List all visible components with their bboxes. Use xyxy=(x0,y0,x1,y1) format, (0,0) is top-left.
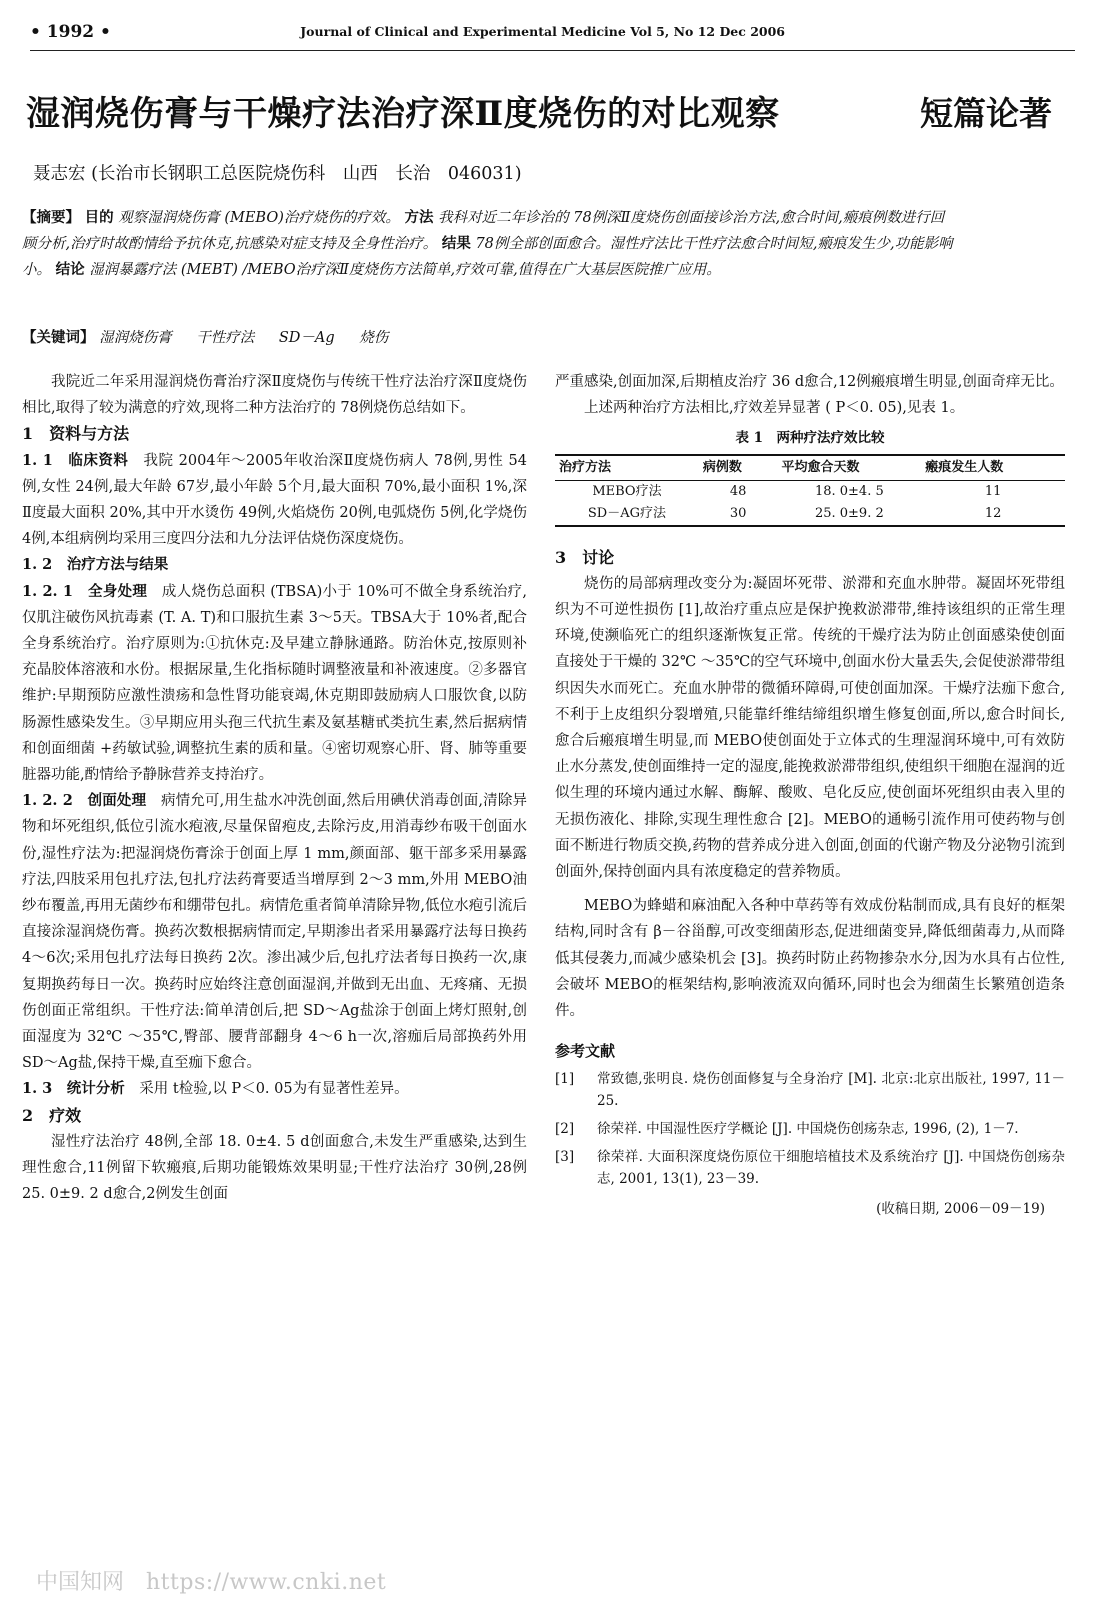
keywords-label: 【关键词】 xyxy=(22,329,95,346)
table-cell: 18. 0±4. 5 xyxy=(814,483,884,499)
section-1-3-text: 采用 t检验,以 P＜0. 05为有显著性差异。 xyxy=(139,1081,409,1098)
section-1-2-heading: 1. 2 治疗方法与结果 xyxy=(22,556,169,574)
table-cell: MEBO疗法 xyxy=(592,483,662,499)
table-cell: SD－AG疗法 xyxy=(555,503,699,526)
table-header-cell: 病例数 xyxy=(699,455,778,481)
section-1-1-heading: 1. 1 临床资料 xyxy=(22,451,129,469)
references-heading: 参考文献 xyxy=(555,1042,616,1061)
section-1-1-text: 我院 2004年～2005年收治深Ⅱ度烧伤病人 78例,男性 54例,女性 24例,最大年龄 67岁,最小年龄 5个月,最大面积 70%,最小面积 1%,深Ⅱ度最大面积 20%,其中开水烫伤 49例,火焰烧伤 20例,电弧烧伤 5例,化学烧伤 4例,本组病例均采用三度四分法和九分法评估烧伤深度烧伤。 xyxy=(22,452,528,548)
journal-citation: Journal of Clinical and Experimental Medicine Vol 5, No 12 Dec 2006 xyxy=(300,24,785,39)
article-title: 湿润烧伤膏与干燥疗法治疗深Ⅱ度烧伤的对比观察 xyxy=(26,94,780,134)
reference-item xyxy=(555,1146,1065,1190)
table-cell: 11 xyxy=(984,483,1002,499)
table-1-title: 表 1 两种疗法疗效比较 xyxy=(735,430,885,447)
received-date: (收稿日期, 2006－09－19) xyxy=(876,1201,1045,1218)
method-text: 我科对近二年诊治的 78例深Ⅱ度烧伤创面接诊治方法,愈合时间,瘢痕例数进行回顾分析,治疗时故酌情给予抗休克,抗感染对症支持及全身性治疗。 xyxy=(22,210,945,252)
purpose-label: 目的 xyxy=(84,209,114,226)
table-header-cell: 瘢痕发生人数 xyxy=(921,455,1065,481)
discussion-paragraph-2: MEBO为蜂蜡和麻油配入各种中草药等有效成份粘制而成,具有良好的框架结构,同时含有 β－谷甾醇,可改变细菌形态,促进细菌变异,降低细菌毒力,从而降低其侵袭力,而减少感染机会 [3]。换药时防止药物掺杂水分,因为水具有占位性,会破坏 MEBO的框架结构,影响液流双向循环,同时也会为细菌生长繁殖创造条件。 xyxy=(555,898,1065,1020)
table-1 xyxy=(555,454,1065,527)
section-2-heading: 2 疗效 xyxy=(22,1105,82,1125)
section-1-2-1 xyxy=(22,579,527,789)
section-1-3 xyxy=(22,1076,527,1102)
abstract-label: 【摘要】 xyxy=(22,209,80,226)
watermark-url: https://www.cnki.net xyxy=(146,1570,387,1595)
result-text: 78例全部创面愈合。湿性疗法比干性疗法愈合时间短,瘢痕发生少,功能影响小。 xyxy=(22,236,953,278)
conclusion-text: 湿润暴露疗法 (MEBT) /MEBO治疗深Ⅱ度烧伤方法简单,疗效可靠,值得在广大基层医院推广应用。 xyxy=(89,262,721,278)
section-2-text-left: 湿性疗法治疗 48例,全部 18. 0±4. 5 d创面愈合,未发生严重感染,达到生理性愈合,11例留下软瘢痕,后期功能锻炼效果明显;干性疗法治疗 30例,28例 25. 0±9. 2 d愈合,2例发生创面 xyxy=(22,1133,527,1203)
keywords xyxy=(22,325,957,351)
purpose-text: 观察湿润烧伤膏 (MEBO)治疗烧伤的疗效。 xyxy=(118,210,400,226)
section-2-text-right: 严重感染,创面加深,后期植皮治疗 36 d愈合,12例瘢痕增生明显,创面奇痒无比。 xyxy=(555,374,1064,390)
keyword: 烧伤 xyxy=(359,330,389,346)
table-row xyxy=(555,503,1065,526)
watermark-brand: 中国知网 xyxy=(36,1570,125,1595)
section-1-2-1-text: 成人烧伤总面积 (TBSA)小于 10%可不做全身系统治疗,仅肌注破伤风抗毒素 (T. A. T)和口服抗生素 3～5天。TBSA大于 10%者,配合全身系统治疗。治疗原则为:①抗休克:及早建立静脉通路。防治休克,按原则补充晶胶体溶液和水份。根据尿量,生化指标随时调整液量和补液速度。②多器官维护:早期预防应激性溃疡和急性肾功能衰竭,休克期即鼓励病人口服饮食,以防肠源性感染发生。③早期应用头孢三代抗生素及氨基糖甙类抗生素,然后据病情和创面细菌 +药敏试验,调整抗生素的质和量。④密切观察心肝、肾、肺等重要脏器功能,酌情给予静脉营养支持治疗。 xyxy=(22,583,527,784)
column-tag: 短篇论著 xyxy=(920,94,1052,133)
section-1-2-2-text: 病情允可,用生盐水冲洗创面,然后用碘伏消毒创面,清除异物和坏死组织,低位引流水疱液,尽量保留疱皮,去除污皮,用消毒纱布吸干创面水份,湿性疗法为:把湿润烧伤膏涂于创面上厚 1 mm,颜面部、躯干部多采用暴露疗法,四肢采用包扎疗法,包扎疗法药膏要适当增厚到 2～3 mm,外用 MEBO油纱布覆盖,再用无菌纱布和绷带包扎。病情危重者简单清除异物,低位水疱引流后直接涂湿润烧伤膏。换药次数根据病情而定,早期渗出者采用暴露疗法每日换药 4～6次;采用包扎疗法每日换药 2次。渗出减少后,包扎疗法者每日换药一次,康复期换药每日一次。换药时应始终注意创面湿润,并做到无出血、无疼痛、无损伤创面正常组织。干性疗法:简单清创后,把 SD～Ag盐涂于创面上烤灯照射,创面湿度为 32℃ ～35℃,臀部、腰背部翻身 4～6 h一次,溶痂后局部换药外用 SD～Ag盐,保持干燥,直至痂下愈合。 xyxy=(22,793,527,1072)
table-cell: 12 xyxy=(921,503,1065,526)
table-header-cell: 治疗方法 xyxy=(555,455,699,481)
reference-item xyxy=(555,1068,1065,1112)
result-label: 结果 xyxy=(441,235,471,252)
reference-number: [3] xyxy=(555,1149,575,1166)
keyword: SD－Ag xyxy=(278,330,335,346)
reference-text: 徐荣祥. 大面积深度烧伤原位干细胞培植技术及系统治疗 [J]. 中国烧伤创疡杂志, 2001, 13(1), 23－39. xyxy=(597,1149,1065,1188)
section-1-heading: 1 资料与方法 xyxy=(22,424,130,444)
table-row xyxy=(555,480,1065,503)
reference-number: [2] xyxy=(555,1121,575,1138)
keyword: 干性疗法 xyxy=(196,330,255,346)
discussion-paragraph-1: 烧伤的局部病理改变分为:凝固坏死带、淤滞和充血水肿带。凝固坏死带组织为不可逆性损伤 [1],故治疗重点应是保护挽救淤滞带,维持该组织的正常生理环境,使濒临死亡的组织逐渐恢复正常。传统的干燥疗法为防止创面感染使创面直接处于干燥的 32℃ ～35℃的空气环境中,创面水份大量丢失,会促使淤滞带组织因失水而死亡。充血水肿带的微循环障碍,可使创面加深。干燥疗法痂下愈合,不利于上皮组织分裂增殖,只能靠纤维结缔组织增生修复创面,所以,愈合时间长,愈合后瘢痕增生明显,而 MEBO使创面处于立体式的生理湿润环境中,可有效防止水分蒸发,使创面维持一定的湿度,能挽救淤滞带组织,使组织干细胞在湿润的近似生理的环境内通过水解、酶解、酸败、皂化反应,使创面坏死组织由表入里的无损伤液化、排除,实现生理性愈合 [2]。MEBO的通畅引流作用可使药物与创面不断进行物质交换,药物的营养成分进入创面,创面的代谢产物及分泌物引流到创面外,保持创面内具有浓度稳定的营养物质。 xyxy=(555,575,1065,881)
abstract xyxy=(22,205,957,283)
table-header-row xyxy=(555,455,1065,481)
reference-text: 徐荣祥. 中国湿性医疗学概论 [J]. 中国烧伤创疡杂志, 1996, (2), 1－7. xyxy=(597,1121,1019,1138)
section-3-heading: 3 讨论 xyxy=(555,547,615,567)
comparison-sentence: 上述两种治疗方法相比,疗效差异显著 ( P＜0. 05),见表 1。 xyxy=(584,400,965,417)
section-1-2-1-heading: 1. 2. 1 全身处理 xyxy=(22,582,148,600)
table-cell: 25. 0±9. 2 xyxy=(777,503,921,526)
section-1-2-2 xyxy=(22,788,527,1076)
table-cell: 48 xyxy=(729,483,747,499)
section-1-1 xyxy=(22,448,527,553)
table-cell: 30 xyxy=(699,503,778,526)
reference-number: [1] xyxy=(555,1071,575,1088)
method-label: 方法 xyxy=(404,209,434,226)
running-header xyxy=(30,22,1075,51)
intro-paragraph: 我院近二年采用湿润烧伤膏治疗深Ⅱ度烧伤与传统干性疗法治疗深Ⅱ度烧伤相比,取得了较为满意的疗效,现将二种方法治疗的 78例烧伤总结如下。 xyxy=(22,374,527,417)
author-line: 聂志宏 (长治市长钢职工总医院烧伤科 山西 长治 046031) xyxy=(33,164,522,184)
section-1-3-heading: 1. 3 统计分析 xyxy=(22,1080,125,1098)
section-1-2-2-heading: 1. 2. 2 创面处理 xyxy=(22,792,147,810)
keyword: 湿润烧伤膏 xyxy=(99,330,172,346)
table-header-cell: 平均愈合天数 xyxy=(777,455,921,481)
left-column xyxy=(22,369,527,1208)
reference-text: 常致德,张明良. 烧伤创面修复与全身治疗 [M]. 北京:北京出版社, 1997, 11－25. xyxy=(597,1071,1065,1110)
reference-item xyxy=(555,1118,1065,1140)
right-column xyxy=(555,369,1065,1223)
conclusion-label: 结论 xyxy=(55,261,85,278)
cnki-watermark xyxy=(36,1565,386,1596)
page-number: • 1992 • xyxy=(30,22,111,42)
